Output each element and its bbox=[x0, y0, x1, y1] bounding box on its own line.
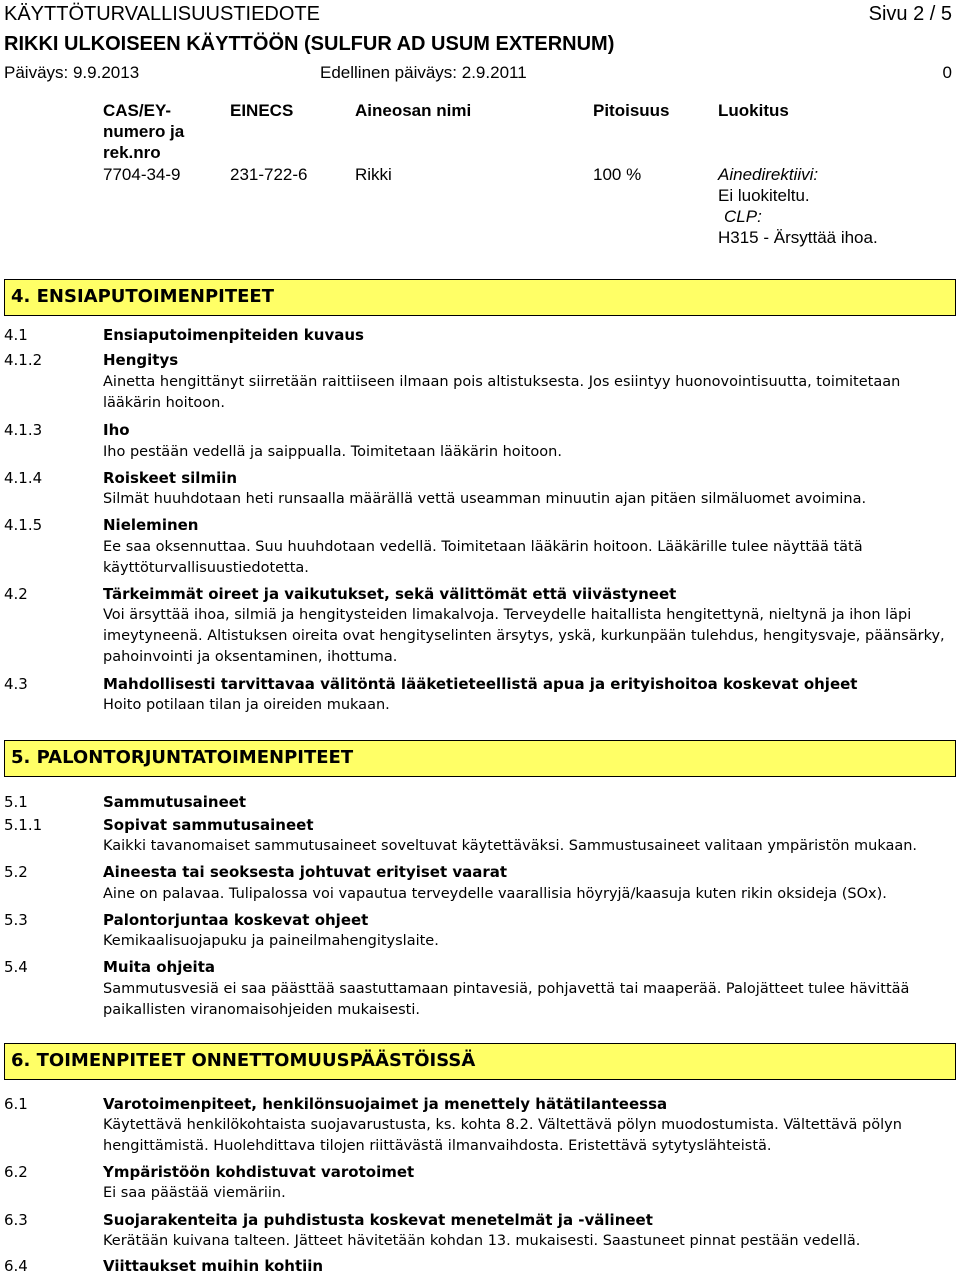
issue-date: Päiväys: 9.9.2013 bbox=[4, 63, 140, 82]
page-number: Sivu 2 / 5 bbox=[868, 3, 952, 25]
item-number: 4.1.3 bbox=[4, 421, 43, 439]
section-4-header bbox=[4, 279, 956, 316]
item-title: Hengitys bbox=[103, 351, 179, 369]
item-text: Aine on palavaa. Tulipalossa voi vapautua terveydelle vaarallisia höyryjä/kaasuja kuten rikin oksideja (SOx). bbox=[103, 886, 887, 902]
item-number: 6.4 bbox=[4, 1257, 28, 1275]
item-title: Tärkeimmät oireet ja vaikutukset, sekä välittömät että viivästyneet bbox=[103, 585, 677, 603]
item-number: 4.2 bbox=[4, 585, 28, 603]
item-text: Ee saa oksennuttaa. Suu huuhdotaan vedellä. Toimitetaan lääkärin hoitoon. Lääkärille tulee näyttää tätä käyttöturvallisuustiedotetta. bbox=[103, 539, 863, 576]
item-number: 5.4 bbox=[4, 958, 28, 976]
item-title: Varotoimenpiteet, henkilönsuojaimet ja menettely hätätilanteessa bbox=[103, 1095, 668, 1113]
column-header-name: Aineosan nimi bbox=[355, 101, 472, 120]
item-title: Nieleminen bbox=[103, 516, 199, 534]
item-number: 5.1.1 bbox=[4, 816, 43, 834]
column-header-cas: CAS/EY- numero ja rek.nro bbox=[103, 101, 185, 162]
column-header-einecs: EINECS bbox=[230, 101, 294, 120]
item-title: Muita ohjeita bbox=[103, 958, 215, 976]
column-header-classification: Luokitus bbox=[718, 101, 789, 120]
item-text: Ei saa päästää viemäriin. bbox=[103, 1185, 286, 1201]
item-title: Suojarakenteita ja puhdistusta koskevat menetelmät ja -välineet bbox=[103, 1211, 653, 1229]
cell-classification: Ainedirektiivi: Ei luokiteltu. CLP: H315 - Ärsyttää ihoa. bbox=[718, 165, 878, 247]
version-number: 0 bbox=[942, 63, 952, 82]
item-title: Aineesta tai seoksesta johtuvat erityiset vaarat bbox=[103, 863, 508, 881]
item-title: Ensiaputoimenpiteiden kuvaus bbox=[103, 326, 364, 344]
item-number: 5.2 bbox=[4, 863, 28, 881]
item-number: 4.1 bbox=[4, 326, 28, 344]
item-title: Viittaukset muihin kohtiin bbox=[103, 1257, 324, 1275]
item-number: 6.2 bbox=[4, 1163, 28, 1181]
item-number: 5.3 bbox=[4, 911, 28, 929]
product-name: RIKKI ULKOISEEN KÄYTTÖÖN (SULFUR AD USUM EXTERNUM) bbox=[4, 33, 615, 55]
section-4-title: 4. ENSIAPUTOIMENPITEET bbox=[11, 286, 274, 307]
item-title: Ympäristöön kohdistuvat varotoimet bbox=[103, 1163, 415, 1181]
item-number: 4.1.2 bbox=[4, 351, 43, 369]
item-number: 4.1.4 bbox=[4, 469, 43, 487]
item-number: 4.3 bbox=[4, 675, 28, 693]
item-title: Sopivat sammutusaineet bbox=[103, 816, 314, 834]
cell-content: 100 % bbox=[593, 165, 642, 184]
item-title: Palontorjuntaa koskevat ohjeet bbox=[103, 911, 369, 929]
cell-name: Rikki bbox=[355, 165, 392, 184]
section-6-header bbox=[4, 1043, 956, 1080]
cell-einecs: 231-722-6 bbox=[230, 165, 308, 184]
item-title: Mahdollisesti tarvittavaa välitöntä lääketieteellistä apua ja erityishoitoa koskevat ohjeet bbox=[103, 675, 858, 693]
item-title: Roiskeet silmiin bbox=[103, 469, 238, 487]
section-5-title: 5. PALONTORJUNTATOIMENPITEET bbox=[11, 747, 354, 768]
item-text: Sammutusvesiä ei saa päästtää saastuttamaan pintavesiä, pohjavettä tai maaperää. Palojätteet tulee hävittää paikallisten viranomaisohjeiden mukaisesti. bbox=[103, 981, 910, 1018]
item-number: 6.3 bbox=[4, 1211, 28, 1229]
item-text: Kerätään kuivana talteen. Jätteet hävitetään kohdan 13. mukaisesti. Saastuneet pinnat pestään vedellä. bbox=[103, 1233, 861, 1249]
previous-date: Edellinen päiväys: 2.9.2011 bbox=[320, 63, 527, 82]
column-header-content: Pitoisuus bbox=[593, 101, 670, 120]
item-number: 6.1 bbox=[4, 1095, 28, 1113]
item-number: 4.1.5 bbox=[4, 516, 43, 534]
section-5-header bbox=[4, 740, 956, 777]
item-text: Voi ärsyttää ihoa, silmiä ja hengitysteiden limakalvoja. Terveydelle haitallista hengitettynä, nieltynä ja ihon läpi imeytyneenä. Altistuksen oireita ovat hengityselinten ärsytys, yskä, kurkunpään tulehdus, hengitysvaje, päänsärky, pahoinvointi ja oksentaminen, ihottuma. bbox=[103, 607, 945, 665]
item-number: 5.1 bbox=[4, 793, 28, 811]
item-text: Kemikaalisuojapuku ja paineilmahengityslaite. bbox=[103, 933, 439, 949]
item-text: Iho pestään vedellä ja saippualla. Toimitetaan lääkärin hoitoon. bbox=[103, 444, 562, 460]
section-6-title: 6. TOIMENPITEET ONNETTOMUUSPÄÄSTÖISSÄ bbox=[11, 1050, 476, 1071]
item-text: Käytettävä henkilökohtaista suojavarustusta, ks. kohta 8.2. Vältettävä pölyn muodostumista. Vältettävä pölyn hengittämistä. Huolehdittava tilojen riittävästä ilmanvaihdosta. Eristettävä sytytyslähteistä. bbox=[103, 1117, 902, 1154]
document-type: KÄYTTÖTURVALLISUUSTIEDOTE bbox=[4, 3, 320, 25]
item-text: Kaikki tavanomaiset sammutusaineet soveltuvat käytettäväksi. Sammustusaineet valitaan ympäristön mukaan. bbox=[103, 838, 918, 854]
cell-cas: 7704-34-9 bbox=[103, 165, 181, 184]
item-text: Silmät huuhdotaan heti runsaalla määrällä vettä useamman minuutin ajan pitäen silmäluomet avoimina. bbox=[103, 491, 867, 507]
item-title: Iho bbox=[103, 421, 130, 439]
item-text: Ainetta hengittänyt siirretään raittiiseen ilmaan pois altistuksesta. Jos esiintyy huonovointisuutta, toimitetaan lääkärin hoitoon. bbox=[103, 374, 901, 411]
item-text: Hoito potilaan tilan ja oireiden mukaan. bbox=[103, 697, 390, 713]
item-title: Sammutusaineet bbox=[103, 793, 247, 811]
